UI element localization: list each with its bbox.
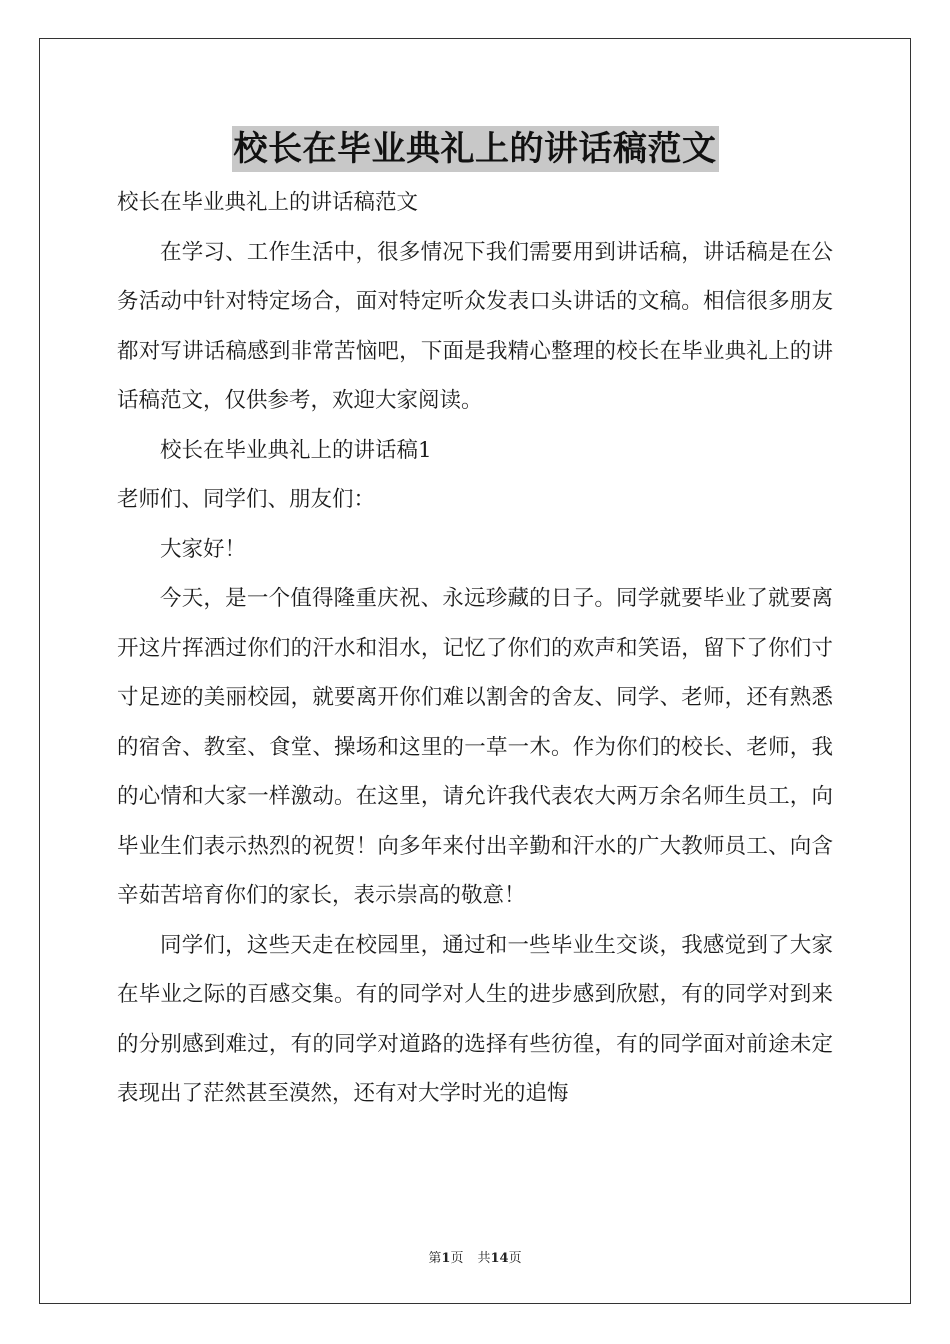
document-subtitle: 校长在毕业典礼上的讲话稿范文 <box>117 190 419 215</box>
total-suffix: 页 <box>508 1251 522 1266</box>
body-paragraph: 同学们，这些天走在校园里，通过和一些毕业生交谈，我感觉到了大家在毕业之际的百感交集。有的同学对人生的进步感到欣慰，有的同学对到来的分别感到难过，有的同学对道路的选择有些彷徨，有的同学面对前途未定表现出了茫然甚至漠然，还有对大学时光的追悔 <box>117 932 833 1106</box>
page-total: 14 <box>490 1251 509 1266</box>
document-body <box>117 178 833 1119</box>
body-paragraph: 今天，是一个值得隆重庆祝、永远珍藏的日子。同学就要毕业了就要离开这片挥洒过你们的汗水和泪水，记忆了你们的欢声和笑语，留下了你们寸寸足迹的美丽校园，就要离开你们难以割舍的舍友、同学、老师，还有熟悉的宿舍、教室、食堂、操场和这里的一草一木。作为你们的校长、老师，我的心情和大家一样激动。在这里，请允许我代表农大两万余名师生员工，向毕业生们表示热烈的祝贺！向多年来付出辛勤和汗水的广大教师员工、向含辛茹苦培育你们的家长，表示崇高的敬意！ <box>117 586 833 908</box>
total-prefix: 共 <box>477 1251 491 1266</box>
page-prefix: 第 <box>428 1251 442 1266</box>
page-current: 1 <box>441 1251 451 1266</box>
page-footer <box>0 1247 950 1266</box>
salutation: 老师们、同学们、朋友们： <box>117 487 376 512</box>
greeting: 大家好！ <box>160 536 247 562</box>
document-title: 校长在毕业典礼上的讲话稿范文 <box>232 126 719 172</box>
intro-paragraph: 在学习、工作生活中，很多情况下我们需要用到讲话稿，讲话稿是在公务活动中针对特定场合，面对特定听众发表口头讲话的文稿。相信很多朋友都对写讲话稿感到非常苦恼吧，下面是我精心整理的校长在毕业典礼上的讲话稿范文，仅供参考，欢迎大家阅读。 <box>117 239 833 413</box>
page-suffix: 页 <box>450 1251 464 1266</box>
speech-heading: 校长在毕业典礼上的讲话稿1 <box>160 437 432 463</box>
title-container <box>0 126 950 172</box>
